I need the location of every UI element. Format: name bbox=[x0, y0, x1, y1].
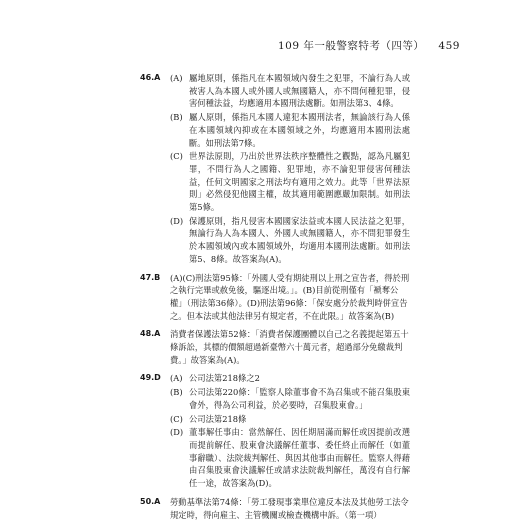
option-c bbox=[170, 413, 410, 426]
question-48 bbox=[140, 328, 410, 366]
option-label: (A) bbox=[170, 73, 183, 83]
option-label: (C) bbox=[170, 413, 183, 424]
option-label: (C) bbox=[170, 151, 183, 162]
question-number: 49.D bbox=[140, 373, 161, 383]
question-number: 50.A bbox=[140, 496, 161, 506]
option-label: (A) bbox=[170, 373, 183, 384]
option-text: 屬人原則，係指凡本國人違犯本國刑法者，無論該行為人係在本國領域內抑或在本國領域之外，均應適用本國刑法處斷。如刑法第7條。 bbox=[189, 112, 410, 148]
option-text: 董事解任事由：當然解任、因任期屆滿而解任或因提前改選而提前解任、股東會決議解任董事、委任終止而解任（如董事辭職）、法院裁判解任、與因其他事由而解任。監察人得藉由召集股東會決議解任或請求法院裁判解任，萬沒有自行解任一途，故答案為(D)。 bbox=[189, 427, 410, 489]
question-number: 48.A bbox=[140, 329, 161, 339]
option-text: 公司法第218條之2 bbox=[189, 373, 260, 384]
explanation-text: (A)(C)刑法第95條：「外國人受有期徒刑以上刑之宣告者，得於刑之執行完畢或赦免後，驅逐出境。」。(B)目前從刑僅有「褫奪公權」（刑法第36條）。(D)刑法第96條：「保安處分於裁判時併宣告之。但本法或其他法律另有規定者，不在此限。」故答案為(B) bbox=[170, 272, 410, 321]
question-number: 47.B bbox=[140, 272, 161, 282]
option-a bbox=[170, 72, 410, 110]
option-b bbox=[170, 386, 410, 411]
explanation-text: 消費者保護法第52條：「消費者保護團體以自己之名義提起第五十條訴訟，其標的價額超過新臺幣六十萬元者，超過部分免繳裁判費。」故答案為(A)。 bbox=[170, 329, 409, 365]
page-header bbox=[278, 38, 460, 53]
option-text: 公司法第218條 bbox=[189, 413, 247, 424]
option-text: 公司法第220條：「監察人除董事會不為召集或不能召集股東會外，得為公司利益，於必要時，召集股東會。」 bbox=[189, 387, 410, 410]
option-a bbox=[170, 372, 410, 385]
option-b bbox=[170, 111, 410, 149]
question-number: 46.A bbox=[140, 73, 161, 82]
option-label: (D) bbox=[170, 215, 184, 226]
option-text: 保護原則，指凡侵害本國國家法益或本國人民法益之犯罪，無論行為人為本國人、外國人或無國籍人，亦不問犯罪發生於本國領域內或本國領域外，均適用本國刑法處斷。如刑法第5、8條。故答案為(A)。 bbox=[189, 215, 410, 264]
option-text: 世界法原則，乃出於世界法秩序整體性之觀點，認為凡屬犯罪，不問行為人之國籍、犯罪地，亦不論犯罪侵害何種法益，任何文明國家之刑法均有適用之效力。此等「世界法原則」必然侵犯他國主權，故其適用範圍應嚴加限制。如刑法第5條。 bbox=[189, 151, 410, 213]
answer-explanations bbox=[140, 72, 410, 527]
option-text: 屬地原則，係指凡在本國領域內發生之犯罪，不論行為人或被害人為本國人或外國人或無國籍人，亦不問何種犯罪，侵害何種法益，均應適用本國刑法處斷。如刑法第3、4條。 bbox=[189, 73, 410, 109]
question-46 bbox=[140, 72, 410, 266]
option-label: (B) bbox=[170, 387, 183, 398]
question-49 bbox=[140, 372, 410, 489]
page-number: 459 bbox=[438, 40, 460, 52]
question-47 bbox=[140, 272, 410, 323]
option-d bbox=[170, 426, 410, 490]
page-title: 109 年一般警察特考（四等） bbox=[278, 40, 425, 52]
explanation-text: 勞動基準法第74條：「勞工發現事業單位違反本法及其他勞工法令規定時，得向雇主、主管機關或檢查機構申訴。（第一項） bbox=[170, 496, 409, 520]
option-d bbox=[170, 215, 410, 266]
option-label: (B) bbox=[170, 112, 183, 123]
option-c bbox=[170, 150, 410, 214]
option-label: (D) bbox=[170, 427, 184, 438]
